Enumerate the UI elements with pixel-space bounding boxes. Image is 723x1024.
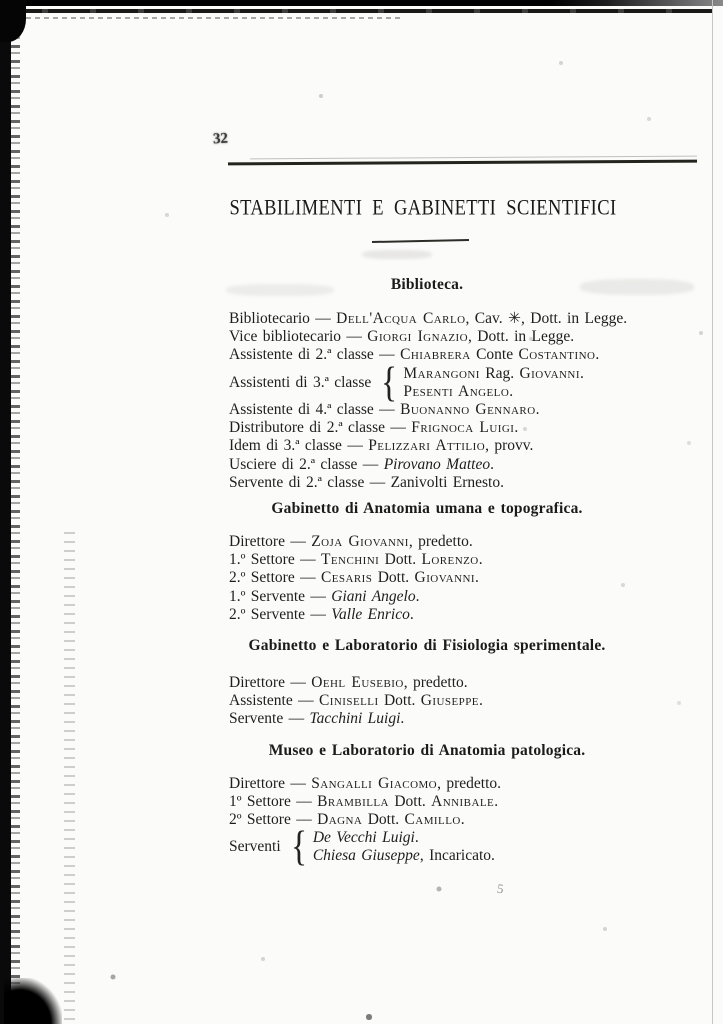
brace-group xyxy=(229,824,695,871)
text-segment: . xyxy=(460,811,465,829)
entry-line xyxy=(229,328,695,346)
text-segment: , Incaricato. xyxy=(419,847,495,865)
text-segment: 2.º Settore — xyxy=(229,569,321,587)
brace-group xyxy=(229,359,695,406)
page-edge-line xyxy=(712,0,713,1024)
text-segment: , predetto. xyxy=(408,533,473,551)
scan-ghost-mark: 5 xyxy=(496,880,505,897)
entry-line xyxy=(229,692,695,710)
text-segment: Idem di 3.ª classe — xyxy=(229,437,369,455)
entry-line xyxy=(229,710,695,728)
text-segment: Serventi xyxy=(229,838,281,856)
text-segment: Costantino xyxy=(518,346,596,364)
text-segment: , Cav. ✳, Dott. in Legge. xyxy=(465,310,628,327)
text-segment: , provv. xyxy=(485,437,534,455)
text-segment: 2º Settore — xyxy=(229,811,318,829)
entry-line xyxy=(229,474,695,492)
text-segment: . xyxy=(414,829,419,847)
text-segment: Giovanni xyxy=(519,364,580,382)
text-segment: Dagna xyxy=(317,811,363,829)
text-segment: Valle Enrico xyxy=(331,605,410,623)
entry-line xyxy=(229,588,695,606)
text-segment: Giuseppe xyxy=(420,692,479,710)
entry-line xyxy=(229,606,695,624)
text-segment: Distributore di 2.ª classe — xyxy=(229,419,412,437)
text-segment: Marangoni xyxy=(403,364,480,382)
entry-line xyxy=(229,674,695,692)
text-segment: Dott. xyxy=(372,569,415,587)
text-segment: . xyxy=(415,587,420,605)
entry-line xyxy=(229,775,695,793)
text-segment: Pirovano Matteo xyxy=(383,455,491,473)
section-anatomia-umana xyxy=(229,500,695,624)
text-segment: Direttore — xyxy=(229,674,312,692)
binding-edge xyxy=(0,0,11,1024)
text-segment: Zoja Giovanni xyxy=(311,533,409,551)
text-segment: Vice bibliotecario — xyxy=(229,328,368,346)
entry-line xyxy=(229,793,695,811)
binding-edge-texture xyxy=(11,0,20,1024)
scan-top-dotted-line xyxy=(8,17,400,19)
entry-line xyxy=(229,310,695,328)
text-segment: Assistente di 2.ª classe — xyxy=(229,346,401,364)
entry-line xyxy=(229,346,695,364)
scan-top-band-2 xyxy=(0,9,712,13)
sections xyxy=(229,270,695,871)
text-segment: Assistente di 4.ª classe — xyxy=(229,401,401,419)
text-segment: , predetto. xyxy=(403,674,468,692)
text-segment: Conte xyxy=(470,346,519,364)
section-heading: Biblioteca. xyxy=(390,276,464,293)
text-segment: Pelizzari Attilio xyxy=(368,437,486,455)
text-segment: Oehl Eusebio xyxy=(311,674,404,692)
text-segment: Direttore — xyxy=(229,774,312,792)
page-number: 32 xyxy=(212,130,229,148)
text-segment: 2.º Servente — xyxy=(229,605,332,623)
text-segment: Dott. xyxy=(388,792,432,810)
brace-group-items xyxy=(403,365,583,401)
text-segment: Ciniselli xyxy=(318,692,379,710)
brace-group-item xyxy=(313,829,495,847)
header-rule-echo xyxy=(250,156,697,160)
brace-icon: { xyxy=(381,359,398,406)
text-segment: Annibale xyxy=(431,792,495,810)
text-segment: . xyxy=(509,382,514,400)
scan-smudge xyxy=(362,250,432,259)
scan-top-band xyxy=(0,0,723,6)
text-segment: Cesaris xyxy=(320,569,373,587)
brace-group-label xyxy=(229,374,371,392)
text-segment: . xyxy=(595,346,600,364)
text-segment: Pesenti Angelo xyxy=(403,382,510,400)
text-segment: . xyxy=(478,692,483,710)
text-segment: . xyxy=(579,364,584,382)
text-segment: . xyxy=(535,401,540,419)
text-segment: Rag. xyxy=(479,364,520,382)
entry-line xyxy=(229,437,695,455)
text-segment: . xyxy=(494,792,499,810)
text-segment: Buonanno Gennaro xyxy=(400,401,536,419)
text-segment: 1.º Settore — xyxy=(229,551,321,569)
title-rule xyxy=(372,239,469,243)
text-segment: . xyxy=(478,551,483,569)
brace-group-item xyxy=(403,365,583,383)
entry-line xyxy=(229,569,695,587)
entry-line xyxy=(229,419,695,437)
text-segment: Sangalli Giacomo xyxy=(311,774,438,792)
text-segment: Lorenzo xyxy=(421,551,479,569)
brace-group-items xyxy=(313,829,495,865)
brace-group-item xyxy=(313,847,495,865)
text-segment: Dott. xyxy=(378,692,421,710)
section-fisiologia xyxy=(229,637,695,729)
brace-icon: { xyxy=(290,824,307,871)
text-segment: Chiesa Giuseppe xyxy=(312,847,420,865)
text-segment: Dell'Acqua Carlo xyxy=(336,310,466,327)
text-segment: , Dott. in Legge. xyxy=(468,328,575,346)
brace-group-label xyxy=(229,838,281,856)
text-segment: 1.º Servente — xyxy=(229,587,332,605)
brace-group-item xyxy=(403,383,583,401)
text-segment: . xyxy=(514,419,519,437)
text-segment: . xyxy=(490,455,494,473)
text-segment: Tacchini Luigi xyxy=(309,710,401,728)
text-segment: Camillo xyxy=(404,811,461,829)
section-heading: Gabinetto e Laboratorio di Fisiologia sperimentale. xyxy=(248,637,606,655)
text-segment: Chiabrera xyxy=(400,346,471,364)
text-segment: Dott. xyxy=(362,811,405,829)
text-segment: Giorgi Ignazio xyxy=(367,328,469,346)
text-segment: Assistenti di 3.ª classe xyxy=(229,373,372,391)
text-segment: Giani Angelo xyxy=(331,587,416,605)
text-segment: Usciere di 2.ª classe — xyxy=(229,455,384,473)
text-segment: Servente di 2.ª classe — Zanivolti Ernesto. xyxy=(229,473,504,491)
text-segment: De Vecchi Luigi xyxy=(312,829,415,847)
text-segment: 1º Settore — xyxy=(229,792,318,810)
entry-line xyxy=(229,456,695,474)
scan-corner-blob xyxy=(0,0,26,42)
text-segment: . xyxy=(400,710,405,728)
text-segment: Dott. xyxy=(379,551,422,569)
page-title: STABILIMENTI E GABINETTI SCIENTIFICI xyxy=(229,196,617,221)
entry-line xyxy=(229,401,695,419)
text-segment: Frignoca Luigi xyxy=(411,419,515,437)
entry-line xyxy=(229,533,695,551)
text-segment: Tenchini xyxy=(320,551,380,569)
scan-bottom-blob xyxy=(4,978,62,1024)
text-segment: Direttore — xyxy=(229,533,312,551)
text-segment: Brambilla xyxy=(317,792,389,810)
section-heading: Gabinetto di Anatomia umana e topografica. xyxy=(271,500,583,518)
text-segment: Assistente — xyxy=(229,692,319,710)
section-anatomia-patologica xyxy=(229,741,695,871)
text-segment: Servente — xyxy=(229,710,310,728)
entry-line xyxy=(229,551,695,569)
text-segment: Bibliotecario — xyxy=(229,310,337,327)
section-biblioteca xyxy=(229,276,695,492)
binding-speckle-column xyxy=(64,532,75,1024)
text-segment: . xyxy=(474,569,479,587)
section-heading: Museo e Laboratorio di Anatomia patologica. xyxy=(268,741,586,759)
text-segment: , predetto. xyxy=(437,774,502,792)
text-segment: Giovanni xyxy=(414,569,475,587)
header-rule xyxy=(228,160,697,165)
scan-noise-speckles xyxy=(0,0,2,2)
text-segment: . xyxy=(409,605,414,623)
